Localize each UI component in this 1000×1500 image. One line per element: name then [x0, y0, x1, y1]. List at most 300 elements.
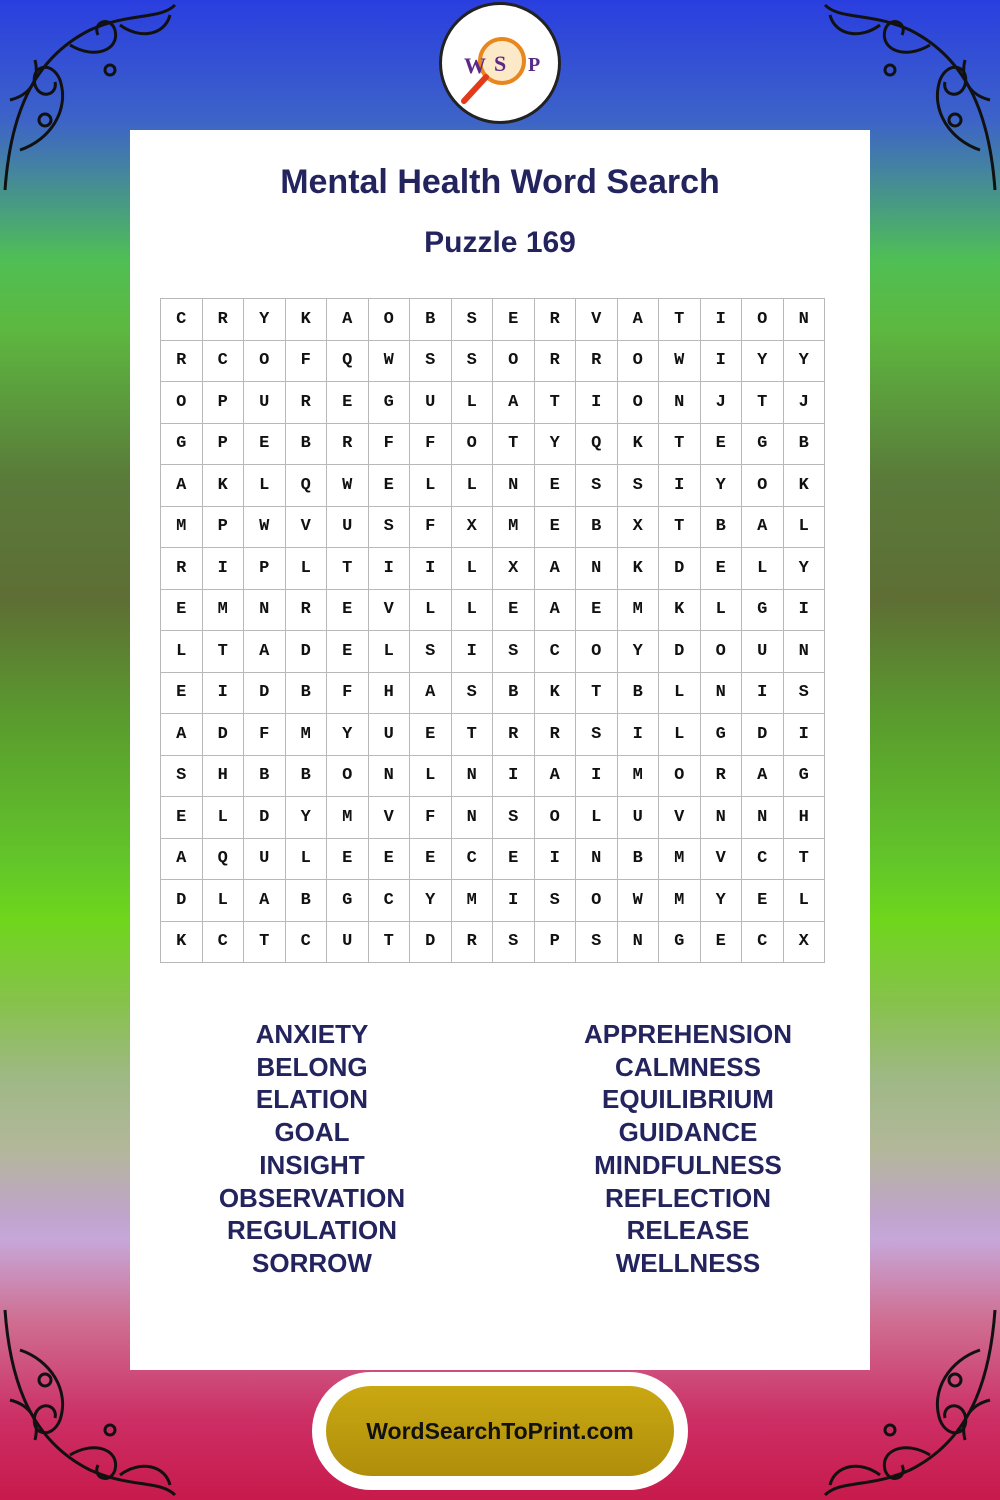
grid-cell[interactable]: T	[369, 922, 411, 964]
grid-cell[interactable]: R	[535, 341, 577, 383]
grid-cell[interactable]: G	[369, 382, 411, 424]
grid-cell[interactable]: I	[784, 714, 826, 756]
grid-cell[interactable]: A	[535, 756, 577, 798]
grid-cell[interactable]: S	[493, 631, 535, 673]
grid-cell[interactable]: B	[701, 507, 743, 549]
grid-cell[interactable]: R	[286, 590, 328, 632]
grid-cell[interactable]: R	[535, 299, 577, 341]
grid-row	[161, 880, 825, 922]
grid-cell[interactable]: F	[244, 714, 286, 756]
grid-cell[interactable]: R	[327, 424, 369, 466]
word-list-item: BELONG	[256, 1051, 368, 1082]
grid-cell[interactable]: T	[327, 548, 369, 590]
grid-cell[interactable]: N	[576, 839, 618, 881]
grid-cell[interactable]: B	[286, 424, 328, 466]
grid-row	[161, 341, 825, 383]
grid-cell[interactable]: G	[742, 424, 784, 466]
grid-cell[interactable]: Y	[784, 548, 826, 590]
grid-cell[interactable]: Y	[327, 714, 369, 756]
grid-row	[161, 673, 825, 715]
grid-cell[interactable]: W	[327, 465, 369, 507]
grid-cell[interactable]: K	[535, 673, 577, 715]
grid-cell[interactable]: R	[452, 922, 494, 964]
grid-cell[interactable]: S	[452, 299, 494, 341]
grid-cell[interactable]: S	[452, 341, 494, 383]
grid-cell[interactable]: N	[659, 382, 701, 424]
word-list-item: REFLECTION	[604, 1182, 772, 1213]
grid-cell[interactable]: I	[701, 299, 743, 341]
grid-row	[161, 756, 825, 798]
grid-cell[interactable]: X	[493, 548, 535, 590]
grid-cell[interactable]: K	[784, 465, 826, 507]
grid-cell[interactable]: T	[659, 424, 701, 466]
grid-cell[interactable]: L	[203, 880, 245, 922]
grid-cell[interactable]: X	[618, 507, 660, 549]
grid-cell[interactable]: N	[742, 797, 784, 839]
grid-cell[interactable]: T	[659, 507, 701, 549]
grid-row	[161, 631, 825, 673]
grid-cell[interactable]: F	[286, 341, 328, 383]
grid-cell[interactable]: T	[659, 299, 701, 341]
grid-row	[161, 548, 825, 590]
grid-cell[interactable]: Y	[244, 299, 286, 341]
grid-cell[interactable]: M	[161, 507, 203, 549]
grid-cell[interactable]: E	[327, 382, 369, 424]
grid-cell[interactable]: F	[327, 673, 369, 715]
grid-cell[interactable]: W	[244, 507, 286, 549]
grid-cell[interactable]: T	[452, 714, 494, 756]
grid-cell[interactable]: Y	[701, 465, 743, 507]
grid-cell[interactable]: W	[618, 880, 660, 922]
logo-letter-w: W	[464, 53, 486, 78]
grid-cell[interactable]: L	[161, 631, 203, 673]
grid-cell[interactable]: A	[410, 673, 452, 715]
grid-cell[interactable]: H	[203, 756, 245, 798]
grid-cell[interactable]: F	[410, 507, 452, 549]
grid-cell[interactable]: I	[576, 382, 618, 424]
grid-cell[interactable]: K	[286, 299, 328, 341]
site-link-button[interactable]	[312, 1372, 688, 1490]
grid-cell[interactable]: E	[701, 424, 743, 466]
grid-cell[interactable]: I	[576, 756, 618, 798]
grid-cell[interactable]: E	[742, 880, 784, 922]
grid-cell[interactable]: U	[410, 382, 452, 424]
grid-cell[interactable]: T	[244, 922, 286, 964]
grid-cell[interactable]: X	[784, 922, 826, 964]
grid-cell[interactable]: K	[618, 548, 660, 590]
grid-cell[interactable]: R	[535, 714, 577, 756]
word-list-item: SORROW	[252, 1247, 372, 1278]
word-list-item: ELATION	[255, 1084, 369, 1115]
grid-cell[interactable]: S	[410, 341, 452, 383]
site-link-label[interactable]: WordSearchToPrint.com	[326, 1386, 674, 1476]
grid-cell[interactable]: B	[244, 756, 286, 798]
grid-cell[interactable]: L	[576, 797, 618, 839]
grid-cell[interactable]: K	[659, 590, 701, 632]
grid-cell[interactable]: F	[369, 424, 411, 466]
grid-row	[161, 299, 825, 341]
grid-cell[interactable]: P	[244, 548, 286, 590]
grid-cell[interactable]: L	[452, 590, 494, 632]
grid-cell[interactable]: B	[618, 839, 660, 881]
grid-cell[interactable]: B	[286, 673, 328, 715]
grid-cell[interactable]: R	[286, 382, 328, 424]
grid-cell[interactable]: C	[286, 922, 328, 964]
grid-cell[interactable]: C	[742, 922, 784, 964]
grid-cell[interactable]: U	[618, 797, 660, 839]
grid-cell[interactable]: I	[203, 548, 245, 590]
logo-letter-s: S	[494, 51, 507, 76]
grid-cell[interactable]: U	[327, 922, 369, 964]
word-list-left	[162, 1018, 462, 1280]
grid-cell[interactable]: E	[161, 673, 203, 715]
grid-cell[interactable]: R	[161, 548, 203, 590]
grid-cell[interactable]: G	[784, 756, 826, 798]
grid-cell[interactable]: B	[493, 673, 535, 715]
grid-cell[interactable]: S	[161, 756, 203, 798]
grid-cell[interactable]: R	[161, 341, 203, 383]
grid-cell[interactable]: O	[576, 631, 618, 673]
grid-cell[interactable]: M	[203, 590, 245, 632]
grid-row	[161, 424, 825, 466]
grid-cell[interactable]: Y	[618, 631, 660, 673]
grid-cell[interactable]: N	[701, 797, 743, 839]
grid-cell[interactable]: K	[203, 465, 245, 507]
grid-cell[interactable]: D	[244, 673, 286, 715]
grid-cell[interactable]: M	[618, 756, 660, 798]
logo-letter-p: P	[528, 54, 541, 76]
page-title: Mental Health Word Search	[280, 163, 720, 201]
grid-cell[interactable]: G	[701, 714, 743, 756]
grid-cell[interactable]: C	[203, 341, 245, 383]
grid-cell[interactable]: U	[244, 382, 286, 424]
word-list-item: GUIDANCE	[618, 1117, 758, 1148]
grid-cell[interactable]: L	[701, 590, 743, 632]
grid-cell[interactable]: T	[493, 424, 535, 466]
grid-cell[interactable]: M	[452, 880, 494, 922]
grid-cell[interactable]: U	[742, 631, 784, 673]
grid-cell[interactable]: S	[493, 797, 535, 839]
grid-cell[interactable]: G	[659, 922, 701, 964]
grid-cell[interactable]: F	[410, 424, 452, 466]
grid-cell[interactable]: X	[452, 507, 494, 549]
grid-cell[interactable]: D	[286, 631, 328, 673]
grid-cell[interactable]: A	[161, 839, 203, 881]
grid-cell[interactable]: Y	[410, 880, 452, 922]
grid-cell[interactable]: O	[244, 341, 286, 383]
grid-cell[interactable]: K	[618, 424, 660, 466]
grid-cell[interactable]: I	[493, 880, 535, 922]
grid-cell[interactable]: L	[244, 465, 286, 507]
grid-cell[interactable]: T	[784, 839, 826, 881]
grid-cell[interactable]: C	[535, 631, 577, 673]
grid-cell[interactable]: L	[369, 631, 411, 673]
grid-cell[interactable]: G	[327, 880, 369, 922]
grid-cell[interactable]: E	[535, 507, 577, 549]
grid-cell[interactable]: V	[659, 797, 701, 839]
grid-cell[interactable]: A	[244, 631, 286, 673]
grid-cell[interactable]: E	[701, 922, 743, 964]
grid-row	[161, 465, 825, 507]
grid-cell[interactable]: C	[203, 922, 245, 964]
grid-cell[interactable]: F	[410, 797, 452, 839]
grid-cell[interactable]: R	[576, 341, 618, 383]
grid-cell[interactable]: O	[493, 341, 535, 383]
grid-cell[interactable]: B	[576, 507, 618, 549]
grid-cell[interactable]: O	[327, 756, 369, 798]
grid-cell[interactable]: B	[618, 673, 660, 715]
grid-cell[interactable]: N	[452, 797, 494, 839]
grid-cell[interactable]: H	[784, 797, 826, 839]
grid-cell[interactable]: A	[493, 382, 535, 424]
grid-cell[interactable]: B	[784, 424, 826, 466]
grid-cell[interactable]: E	[493, 839, 535, 881]
grid-cell[interactable]: M	[659, 880, 701, 922]
grid-cell[interactable]: M	[659, 839, 701, 881]
grid-cell[interactable]: T	[576, 673, 618, 715]
grid-cell[interactable]: I	[701, 341, 743, 383]
grid-cell[interactable]: L	[452, 382, 494, 424]
grid-cell[interactable]: M	[618, 590, 660, 632]
grid-cell[interactable]: Y	[784, 341, 826, 383]
grid-row	[161, 714, 825, 756]
grid-cell[interactable]: E	[701, 548, 743, 590]
word-list-item: APPREHENSION	[583, 1019, 793, 1049]
grid-cell[interactable]: V	[701, 839, 743, 881]
grid-cell[interactable]: S	[618, 465, 660, 507]
grid-cell[interactable]: O	[618, 341, 660, 383]
grid-cell[interactable]: M	[286, 714, 328, 756]
grid-cell[interactable]: O	[535, 797, 577, 839]
grid-cell[interactable]: S	[535, 880, 577, 922]
grid-cell[interactable]: P	[203, 382, 245, 424]
word-list-item: ANXIETY	[255, 1019, 369, 1049]
grid-cell[interactable]: N	[576, 548, 618, 590]
grid-cell[interactable]: A	[742, 507, 784, 549]
grid-cell[interactable]: S	[410, 631, 452, 673]
grid-cell[interactable]: L	[410, 465, 452, 507]
grid-cell[interactable]: R	[203, 299, 245, 341]
grid-cell[interactable]: C	[742, 839, 784, 881]
grid-cell[interactable]: O	[618, 382, 660, 424]
grid-cell[interactable]: N	[701, 673, 743, 715]
grid-cell[interactable]: U	[369, 714, 411, 756]
grid-cell[interactable]: L	[286, 548, 328, 590]
grid-cell[interactable]: I	[618, 714, 660, 756]
grid-cell[interactable]: O	[452, 424, 494, 466]
grid-cell[interactable]: L	[784, 880, 826, 922]
grid-cell[interactable]: N	[369, 756, 411, 798]
grid-cell[interactable]: E	[369, 465, 411, 507]
grid-cell[interactable]: L	[659, 673, 701, 715]
grid-cell[interactable]: S	[576, 714, 618, 756]
grid-cell[interactable]: I	[410, 548, 452, 590]
grid-cell[interactable]: D	[244, 797, 286, 839]
grid-cell[interactable]: W	[659, 341, 701, 383]
grid-row	[161, 382, 825, 424]
grid-cell[interactable]: E	[327, 631, 369, 673]
grid-cell[interactable]: E	[576, 590, 618, 632]
grid-cell[interactable]: D	[742, 714, 784, 756]
grid-cell[interactable]: S	[576, 922, 618, 964]
grid-cell[interactable]: E	[493, 590, 535, 632]
grid-cell[interactable]: B	[286, 756, 328, 798]
grid-row	[161, 590, 825, 632]
grid-cell[interactable]: E	[410, 714, 452, 756]
grid-cell[interactable]: S	[576, 465, 618, 507]
grid-cell[interactable]: H	[369, 673, 411, 715]
grid-cell[interactable]: G	[742, 590, 784, 632]
grid-cell[interactable]: N	[244, 590, 286, 632]
grid-cell[interactable]: A	[161, 465, 203, 507]
grid-cell[interactable]: T	[203, 631, 245, 673]
grid-cell[interactable]: A	[161, 714, 203, 756]
grid-cell[interactable]: I	[535, 839, 577, 881]
grid-cell[interactable]: A	[535, 590, 577, 632]
grid-cell[interactable]: E	[327, 839, 369, 881]
puzzle-card	[130, 130, 870, 1370]
grid-cell[interactable]: L	[452, 548, 494, 590]
grid-cell[interactable]: D	[203, 714, 245, 756]
grid-cell[interactable]: O	[576, 880, 618, 922]
grid-cell[interactable]: M	[493, 507, 535, 549]
grid-cell[interactable]: P	[535, 922, 577, 964]
grid-row	[161, 507, 825, 549]
grid-cell[interactable]: A	[742, 756, 784, 798]
grid-cell[interactable]: N	[618, 922, 660, 964]
grid-cell[interactable]: Q	[576, 424, 618, 466]
grid-cell[interactable]: S	[784, 673, 826, 715]
grid-cell[interactable]: A	[327, 299, 369, 341]
grid-cell[interactable]: E	[535, 465, 577, 507]
wsp-logo[interactable]	[439, 2, 561, 124]
grid-cell[interactable]: U	[327, 507, 369, 549]
grid-cell[interactable]: E	[410, 839, 452, 881]
word-list-item: CALMNESS	[615, 1051, 761, 1082]
grid-cell[interactable]: J	[701, 382, 743, 424]
word-list-item: RELEASE	[626, 1215, 750, 1246]
grid-cell[interactable]: Y	[742, 341, 784, 383]
grid-cell[interactable]: Y	[535, 424, 577, 466]
grid-cell[interactable]: E	[493, 299, 535, 341]
grid-cell[interactable]: L	[203, 797, 245, 839]
grid-cell[interactable]: P	[203, 507, 245, 549]
grid-cell[interactable]: E	[244, 424, 286, 466]
grid-cell[interactable]: A	[535, 548, 577, 590]
word-list-item: INSIGHT	[259, 1149, 365, 1180]
grid-cell[interactable]: T	[742, 382, 784, 424]
grid-cell[interactable]: Q	[286, 465, 328, 507]
grid-row	[161, 797, 825, 839]
grid-cell[interactable]: V	[369, 590, 411, 632]
grid-cell[interactable]: E	[327, 590, 369, 632]
grid-cell[interactable]: E	[369, 839, 411, 881]
grid-cell[interactable]: M	[327, 797, 369, 839]
word-list-item: WELLNESS	[615, 1247, 761, 1278]
grid-cell[interactable]: L	[286, 839, 328, 881]
grid-cell[interactable]: S	[493, 922, 535, 964]
grid-cell[interactable]: S	[452, 673, 494, 715]
grid-cell[interactable]: E	[161, 797, 203, 839]
grid-cell[interactable]: I	[493, 756, 535, 798]
word-list-item: OBSERVATION	[218, 1182, 406, 1213]
grid-cell[interactable]: Y	[701, 880, 743, 922]
grid-cell[interactable]: I	[203, 673, 245, 715]
grid-cell[interactable]: N	[784, 631, 826, 673]
puzzle-number: Puzzle 169	[424, 226, 576, 259]
grid-cell[interactable]: I	[784, 590, 826, 632]
grid-row	[161, 839, 825, 881]
grid-cell[interactable]: O	[161, 382, 203, 424]
grid-cell[interactable]: G	[161, 424, 203, 466]
grid-cell[interactable]: Q	[203, 839, 245, 881]
grid-cell[interactable]: B	[410, 299, 452, 341]
grid-cell[interactable]: I	[369, 548, 411, 590]
letter-grid	[160, 298, 825, 963]
grid-cell[interactable]: Y	[286, 797, 328, 839]
grid-cell[interactable]: J	[784, 382, 826, 424]
grid-cell[interactable]: D	[410, 922, 452, 964]
word-list-item: MINDFULNESS	[594, 1149, 782, 1180]
grid-cell[interactable]: R	[701, 756, 743, 798]
grid-cell[interactable]: P	[203, 424, 245, 466]
grid-cell[interactable]: L	[410, 590, 452, 632]
grid-cell[interactable]: V	[576, 299, 618, 341]
grid-cell[interactable]: O	[659, 756, 701, 798]
grid-cell[interactable]: N	[784, 299, 826, 341]
grid-cell[interactable]: A	[618, 299, 660, 341]
grid-cell[interactable]: O	[369, 299, 411, 341]
word-list-item: GOAL	[274, 1117, 350, 1148]
grid-cell[interactable]: D	[659, 548, 701, 590]
grid-cell[interactable]: A	[244, 880, 286, 922]
grid-cell[interactable]: N	[493, 465, 535, 507]
word-list-right	[538, 1018, 838, 1280]
grid-cell[interactable]: O	[701, 631, 743, 673]
grid-cell[interactable]: R	[493, 714, 535, 756]
grid-cell[interactable]: K	[161, 922, 203, 964]
grid-cell[interactable]: C	[161, 299, 203, 341]
grid-cell[interactable]: W	[369, 341, 411, 383]
grid-row	[161, 922, 825, 964]
grid-cell[interactable]: L	[742, 548, 784, 590]
grid-cell[interactable]: U	[244, 839, 286, 881]
word-list-item: REGULATION	[227, 1215, 397, 1246]
grid-cell[interactable]: I	[742, 673, 784, 715]
grid-cell[interactable]: L	[659, 714, 701, 756]
grid-cell[interactable]: V	[369, 797, 411, 839]
grid-cell[interactable]: O	[742, 465, 784, 507]
grid-cell[interactable]: S	[369, 507, 411, 549]
grid-cell[interactable]: E	[161, 590, 203, 632]
grid-cell[interactable]: L	[452, 465, 494, 507]
grid-cell[interactable]: T	[535, 382, 577, 424]
grid-cell[interactable]: N	[452, 756, 494, 798]
grid-cell[interactable]: L	[784, 507, 826, 549]
grid-cell[interactable]: Q	[327, 341, 369, 383]
grid-cell[interactable]: O	[742, 299, 784, 341]
grid-cell[interactable]: V	[286, 507, 328, 549]
word-list-item: EQUILIBRIUM	[602, 1084, 774, 1115]
grid-cell[interactable]: I	[452, 631, 494, 673]
grid-cell[interactable]: D	[161, 880, 203, 922]
grid-cell[interactable]: C	[369, 880, 411, 922]
grid-cell[interactable]: L	[410, 756, 452, 798]
grid-cell[interactable]: D	[659, 631, 701, 673]
grid-cell[interactable]: B	[286, 880, 328, 922]
grid-cell[interactable]: C	[452, 839, 494, 881]
grid-cell[interactable]: I	[659, 465, 701, 507]
